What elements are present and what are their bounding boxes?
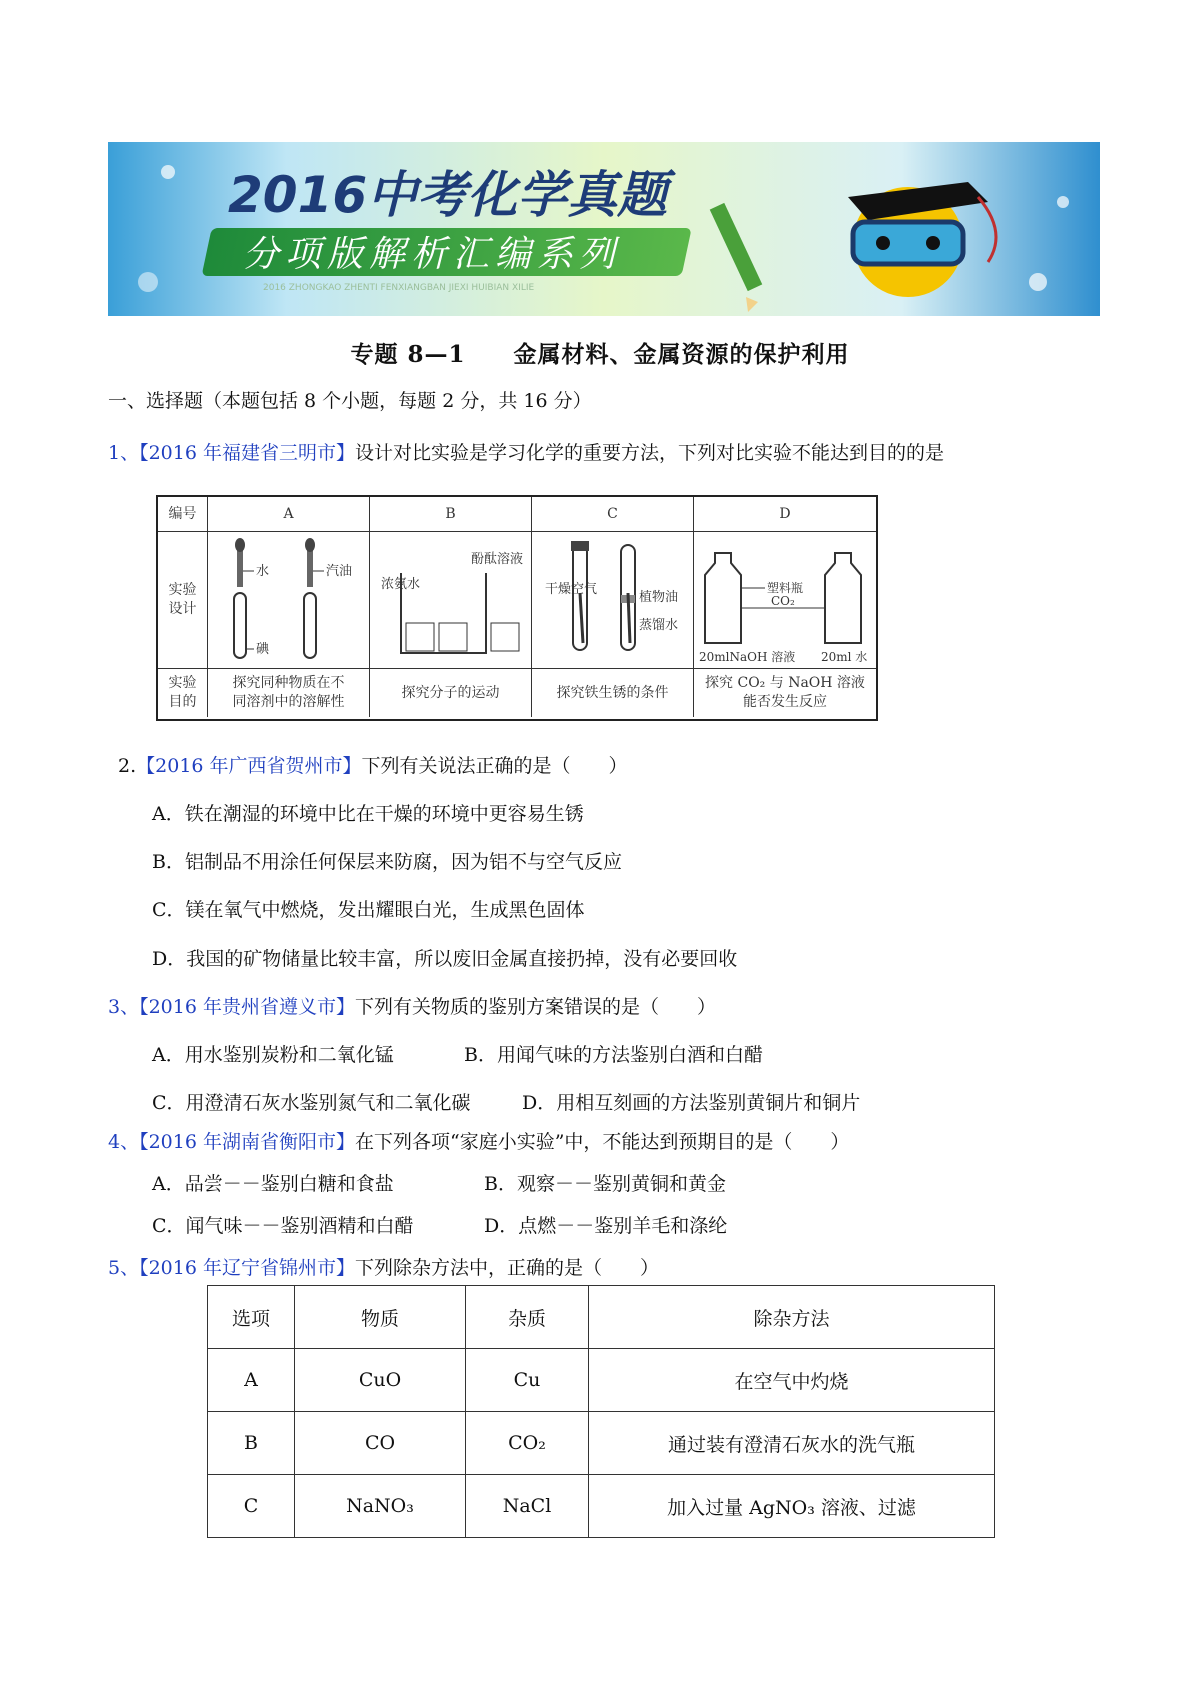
option-a: A．品尝－－鉴别白糖和食盐 [152,1173,394,1195]
cell-impurity: NaCl [466,1475,589,1538]
table-header-label: 编号 [158,497,208,532]
question-source: 【2016 年辽宁省锦州市】 [139,1257,355,1279]
question-4 [108,1127,849,1154]
cell-option: A [208,1349,295,1412]
experiment-table [156,495,878,721]
diagram-d [694,532,876,669]
diagram-c [532,532,694,669]
diagram-a [208,532,370,669]
label-water: 水 [255,564,269,579]
table-row [208,1349,995,1412]
option-d: D．我国的矿物储量比较丰富，所以废旧金属直接扔掉，没有必要回收 [152,948,738,970]
question-stem: 设计对比实验是学习化学的重要方法，下列对比实验不能达到目的的是 [355,442,945,464]
question-number: 1、 [108,442,140,464]
column-header-b: B [370,497,532,532]
cell-impurity: Cu [466,1349,589,1412]
section-heading: 一、选择题（本题包括 8 个小题，每题 2 分，共 16 分） [108,390,592,412]
question-2 [118,751,628,778]
label-iodine: 碘 [255,642,269,657]
label-naoh: 20mlNaOH 溶液 [699,650,796,664]
cell-option: C [208,1475,295,1538]
banner-image [108,142,1100,316]
label-phenolphthalein: 酚酞溶液 [470,552,523,567]
option-b: B．铝制品不用涂任何保层来防腐，因为铝不与空气反应 [152,851,622,873]
question-number: 5、 [108,1257,140,1279]
header-method: 除杂方法 [589,1286,995,1349]
question-stem: 下列有关物质的鉴别方案错误的是（ ） [355,996,717,1018]
purpose-b: 探究分子的运动 [370,669,532,717]
cell-option: B [208,1412,295,1475]
header-option: 选项 [208,1286,295,1349]
label-dry-air: 干燥空气 [544,582,597,597]
option-c: C．镁在氧气中燃烧，发出耀眼白光，生成黑色固体 [152,899,585,921]
cell-method: 通过装有澄清石灰水的洗气瓶 [589,1412,995,1475]
option-a: A．铁在潮湿的环境中比在干燥的环境中更容易生锈 [152,803,584,825]
option-c: C．用澄清石灰水鉴别氮气和二氧化碳 [152,1092,471,1114]
row-label-design: 实验设计 [158,532,208,669]
option-c: C．闻气味－－鉴别酒精和白醋 [152,1215,414,1237]
banner-title: 2016中考化学真题 [228,166,668,224]
question-1 [108,438,944,465]
table-row [208,1475,995,1538]
column-header-a: A [208,497,370,532]
header-substance: 物质 [295,1286,466,1349]
banner-subtitle: 分项版解析汇编系列 [243,234,622,275]
header-banner [108,142,1100,316]
question-stem: 在下列各项“家庭小实验”中，不能达到预期目的是（ ） [355,1131,850,1153]
question-source: 【2016 年福建省三明市】 [139,442,355,464]
option-a: A．用水鉴别炭粉和二氧化锰 [152,1044,394,1066]
removal-table [207,1285,995,1538]
option-b: B．观察－－鉴别黄铜和黄金 [484,1173,726,1195]
label-vegetable-oil: 植物油 [638,590,678,605]
label-water-20ml: 20ml 水 [821,650,868,664]
label-distilled-water: 蒸馏水 [638,618,678,633]
table-row [208,1412,995,1475]
cell-impurity: CO₂ [466,1412,589,1475]
purpose-a: 探究同种物质在不同溶剂中的溶解性 [208,669,370,717]
column-header-d: D [694,497,876,532]
row-label-purpose: 实验目的 [158,669,208,717]
label-ammonia: 浓氨水 [380,577,420,592]
header-impurity: 杂质 [466,1286,589,1349]
question-number: 4、 [108,1131,140,1153]
question-number: 3、 [108,996,140,1018]
label-co2: CO₂ [771,594,795,608]
question-3 [108,992,716,1019]
banner-pinyin: 2016 ZHONGKAO ZHENTI FENXIANGBAN JIEXI HUIBIAN XILIE [263,283,535,293]
option-d: D．用相互刻画的方法鉴别黄铜片和铜片 [522,1092,861,1114]
cell-substance: NaNO₃ [295,1475,466,1538]
page-title: 专题 8—1 金属材料、金属资源的保护利用 [350,341,850,368]
question-source: 【2016 年湖南省衡阳市】 [139,1131,355,1153]
cell-substance: CuO [295,1349,466,1412]
cell-substance: CO [295,1412,466,1475]
question-stem: 下列除杂方法中，正确的是（ ） [355,1257,660,1279]
cell-method: 在空气中灼烧 [589,1349,995,1412]
question-5 [108,1253,659,1280]
purpose-d: 探究 CO₂ 与 NaOH 溶液能否发生反应 [705,675,865,710]
question-number: 2. [118,755,137,777]
purpose-c: 探究铁生锈的条件 [532,669,694,717]
label-plastic-bottle: 塑料瓶 [767,581,804,595]
diagram-b [370,532,532,669]
column-header-c: C [532,497,694,532]
question-stem: 下列有关说法正确的是（ ） [361,755,628,777]
cell-method: 加入过量 AgNO₃ 溶液、过滤 [589,1475,995,1538]
label-gasoline: 汽油 [325,564,352,579]
table-header-row [208,1286,995,1349]
option-b: B．用闻气味的方法鉴别白酒和白醋 [464,1044,763,1066]
option-d: D．点燃－－鉴别羊毛和涤纶 [484,1215,728,1237]
question-source: 【2016 年广西省贺州市】 [136,755,362,777]
question-source: 【2016 年贵州省遵义市】 [139,996,355,1018]
